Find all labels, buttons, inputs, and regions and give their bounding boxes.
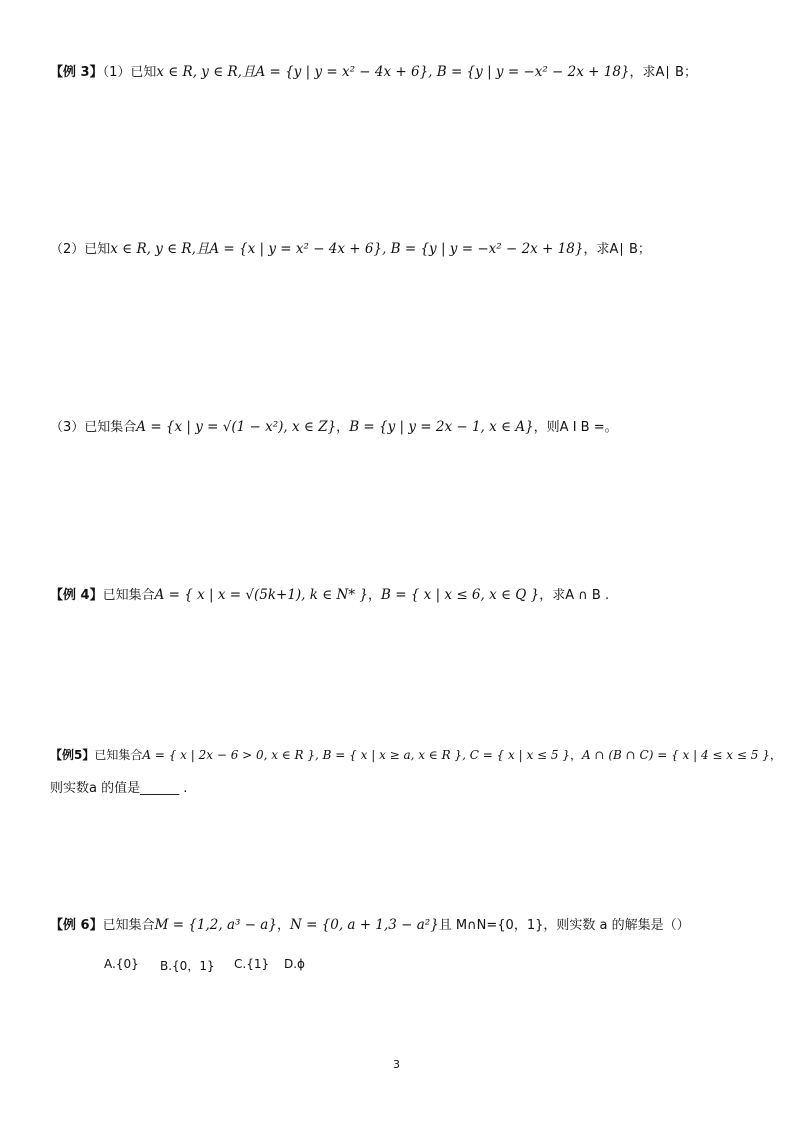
ex4-label: 【例 4】 [50,588,103,603]
ex5-label: 【例5】 [50,748,95,762]
ex5-prefix: 已知集合 [94,748,143,762]
ex3-part2-math: x ∈ R, y ∈ R,且A = {x | y = x² − 4x + 6}, B = {y | y = −x² − 2x + 18} [110,241,584,257]
ex6 [50,916,690,935]
ex6-suffix: 且 M∩N={0，1}，则实数 a 的解集是（） [438,918,690,933]
ex6-math2: N = {0, a + 1,3 − a²} [289,917,439,933]
option-a: A.{0} [104,957,139,971]
ex3-part3-mid: ， [336,420,350,435]
page-number: 3 [393,1058,400,1071]
ex5-suffix: ， [769,748,782,762]
ex3-part1-prefix: （1）已知 [102,65,157,80]
ex5-mid: ， [569,748,582,762]
ex5-line2 [50,780,187,798]
ex3-part3-prefix: （3）已知集合 [50,420,137,435]
ex3-part3 [50,418,618,437]
ex6-math1: M = {1,2, a³ − a} [154,917,277,933]
ex6-prefix: 已知集合 [102,918,155,933]
ex4-math1: A = { x | x = √(5k+1), k ∈ N* } [154,587,368,603]
ex5-math2: A ∩ (B ∩ C) = { x | 4 ≤ x ≤ 5 } [582,748,770,762]
ex4-prefix: 已知集合 [102,588,155,603]
ex5-math: A = { x | 2x − 6 > 0, x ∈ R }, B = { x | x ≥ a, x ∈ R }, C = { x | x ≤ 5 } [142,748,570,762]
ex4-math2: B = { x | x ≤ 6, x ∈ Q } [380,587,540,603]
ex5-question: 则实数a 的值是______ . [50,781,188,796]
ex3-label: 【例 3】 [50,65,103,80]
ex3-part1 [50,63,697,82]
ex5-line1 [50,746,782,764]
ex3-part3-suffix: ，则A I B =。 [533,420,618,435]
ex4-suffix: ，求A ∩ B . [539,588,610,603]
ex6-label: 【例 6】 [50,918,103,933]
ex3-part3-math2: B = {y | y = 2x − 1, x ∈ A} [349,419,534,435]
ex3-part2-suffix: ，求A∣ B； [583,242,651,257]
ex4-mid: ， [367,588,381,603]
option-d: D.ϕ [284,957,305,971]
ex6-mid: ， [276,918,290,933]
ex3-part3-math1: A = {x | y = √(1 − x²), x ∈ Z} [136,419,337,435]
ex3-part2 [50,240,651,259]
ex3-part2-prefix: （2）已知 [50,242,111,257]
ex3-part1-suffix: ，求A∣ B； [629,65,697,80]
ex4 [50,586,609,605]
ex3-part1-math: x ∈ R, y ∈ R,且A = {y | y = x² − 4x + 6}, B = {y | y = −x² − 2x + 18} [156,64,630,80]
option-c: C.{1} [234,957,270,971]
option-b: B.{0，1} [160,959,215,973]
